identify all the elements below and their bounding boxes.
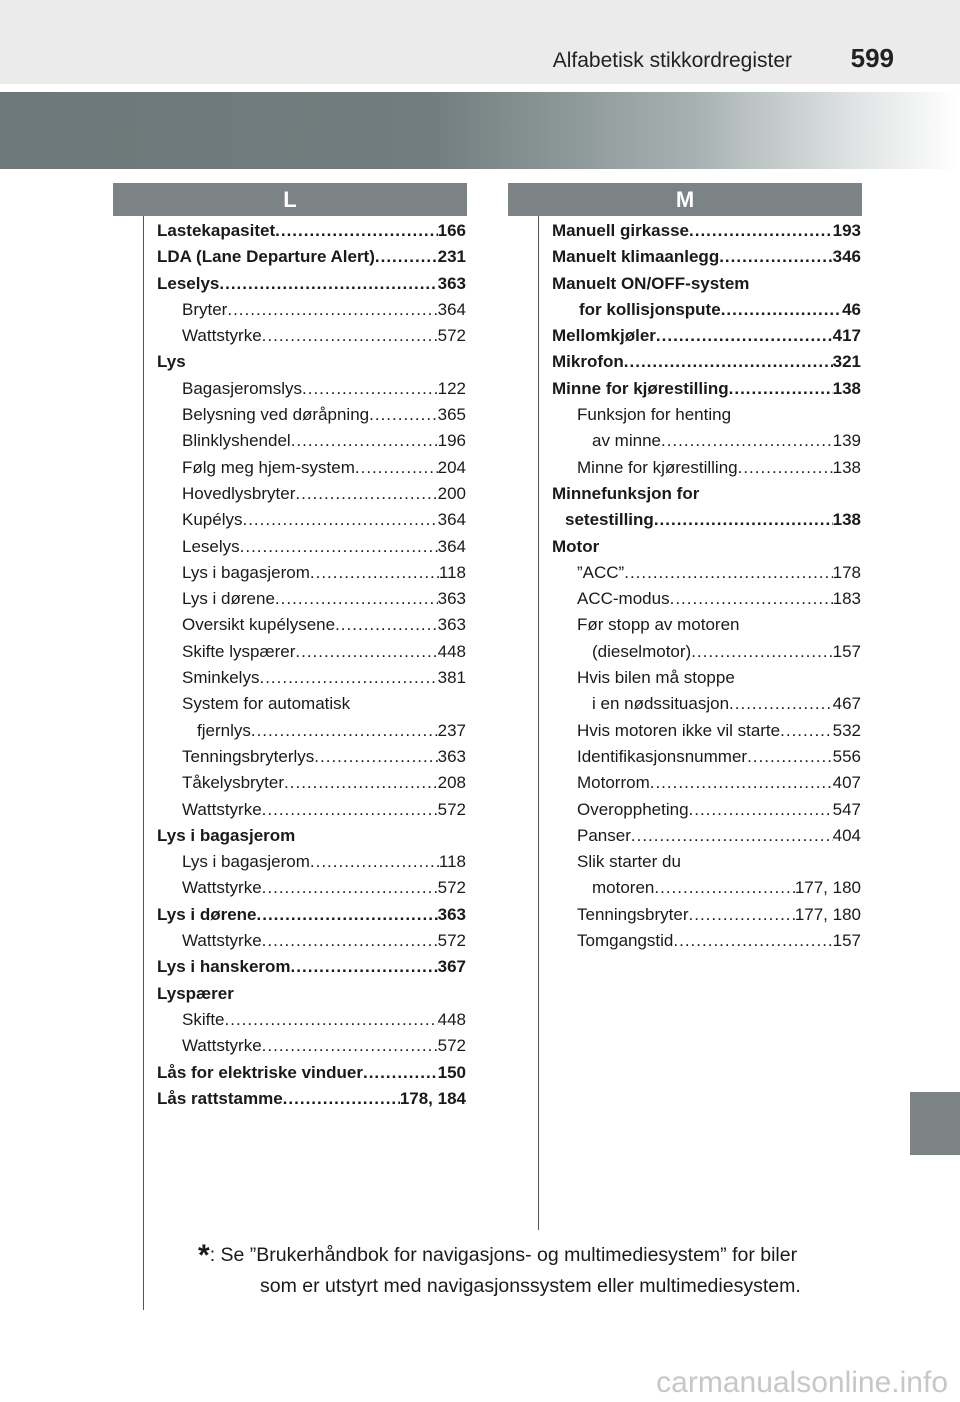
- entry-page-ref: 237: [437, 720, 466, 740]
- entry-page-ref: 572: [437, 878, 466, 898]
- entry-page-ref: 150: [437, 1062, 466, 1082]
- index-column-l: [157, 218, 466, 1112]
- dot-leader: [691, 639, 832, 665]
- entry-label: Panser: [577, 825, 631, 845]
- entry-page-ref: 367: [437, 957, 466, 977]
- index-entry: [552, 402, 861, 428]
- dot-leader: [240, 534, 438, 560]
- dot-leader: [262, 323, 438, 349]
- entry-page-ref: 178: [832, 562, 861, 582]
- dot-leader: [225, 1007, 438, 1033]
- entry-page-ref: 321: [832, 352, 861, 372]
- footnote-line-1: : Se ”Brukerhåndbok for navigasjons- og multimediesystem” for biler: [209, 1244, 798, 1266]
- dot-leader: [363, 1060, 438, 1086]
- index-entry: [157, 428, 466, 454]
- index-entry: [157, 297, 466, 323]
- entry-label: Lys i hanskerom: [157, 957, 291, 977]
- entry-label: Lys i bagasjerom: [182, 562, 310, 582]
- entry-page-ref: 404: [832, 825, 861, 845]
- dot-leader: [747, 744, 833, 770]
- dot-leader: [242, 507, 437, 533]
- index-entry: [552, 560, 861, 586]
- entry-label: Lys i bagasjerom: [182, 852, 310, 872]
- index-entry: [552, 507, 861, 533]
- index-entry: [552, 849, 861, 875]
- entry-page-ref: 572: [437, 1036, 466, 1056]
- index-entry: [157, 823, 466, 849]
- entry-page-ref: 364: [437, 510, 466, 530]
- entry-label: Hvis motoren ikke vil starte: [577, 720, 781, 740]
- index-entry: [552, 455, 861, 481]
- entry-page-ref: 200: [437, 483, 466, 503]
- entry-label: Mikrofon: [552, 352, 624, 372]
- footnote-line-2: som er utstyrt med navigasjonssystem eller multimediesystem.: [260, 1275, 801, 1297]
- index-entry: [157, 218, 466, 244]
- index-entry: [552, 218, 861, 244]
- dot-leader: [262, 875, 438, 901]
- index-entry: [157, 718, 466, 744]
- dot-leader: [310, 560, 439, 586]
- index-entry: [552, 349, 861, 375]
- dot-leader: [275, 586, 438, 612]
- index-entry: [157, 534, 466, 560]
- entry-page-ref: 183: [832, 589, 861, 609]
- entry-label: System for automatisk: [182, 694, 351, 714]
- entry-page-ref: 417: [832, 326, 861, 346]
- dot-leader: [302, 376, 438, 402]
- dot-leader: [227, 297, 437, 323]
- dot-leader: [262, 797, 438, 823]
- entry-label: Oversikt kupélysene: [182, 615, 336, 635]
- index-entry: [552, 323, 861, 349]
- entry-label: Lys: [157, 352, 186, 372]
- decorative-banner: [0, 92, 960, 169]
- index-entry: [552, 744, 861, 770]
- entry-page-ref: 166: [437, 221, 466, 240]
- watermark: carmanualsonline.info: [656, 1366, 948, 1399]
- index-entry: [552, 770, 861, 796]
- entry-label: setestilling: [565, 510, 654, 530]
- dot-leader: [719, 244, 832, 270]
- index-entry: [157, 928, 466, 954]
- dot-leader: [624, 560, 832, 586]
- dot-leader: [219, 271, 437, 297]
- entry-page-ref: 231: [437, 247, 466, 267]
- entry-page-ref: 532: [832, 720, 861, 740]
- index-entry: [552, 665, 861, 691]
- index-entry: [157, 1033, 466, 1059]
- entry-label: Før stopp av motoren: [577, 615, 740, 635]
- dot-leader: [780, 718, 833, 744]
- entry-label: Leselys: [182, 536, 240, 556]
- entry-page-ref: 572: [437, 326, 466, 346]
- entry-page-ref: 138: [832, 510, 861, 530]
- entry-label: Lys i bagasjerom: [157, 825, 296, 845]
- entry-label: Lås rattstamme: [157, 1088, 283, 1108]
- index-entry: [552, 376, 861, 402]
- dot-leader: [738, 455, 833, 481]
- entry-label: Skifte: [182, 1009, 225, 1029]
- index-entry: [552, 718, 861, 744]
- entry-label: Manuelt ON/OFF-system: [552, 273, 750, 293]
- entry-page-ref: 193: [832, 221, 861, 240]
- entry-page-ref: 363: [437, 273, 466, 293]
- entry-page-ref: 139: [832, 431, 861, 451]
- index-entry: [157, 639, 466, 665]
- entry-page-ref: 204: [437, 457, 466, 477]
- entry-page-ref: 177, 180: [794, 904, 861, 924]
- dot-leader: [310, 849, 439, 875]
- entry-label: Motor: [552, 536, 600, 556]
- index-entry: [157, 875, 466, 901]
- dot-leader: [314, 744, 437, 770]
- index-entry: [552, 244, 861, 270]
- dot-leader: [689, 218, 833, 244]
- entry-page-ref: 122: [437, 378, 466, 398]
- index-entry: [157, 244, 466, 270]
- entry-page-ref: 363: [437, 746, 466, 766]
- entry-label: Motorrom: [577, 773, 650, 793]
- page-number: 599: [850, 43, 894, 73]
- index-entry: [157, 981, 466, 1007]
- index-entry: [157, 376, 466, 402]
- entry-page-ref: 448: [437, 641, 466, 661]
- index-entry: [157, 612, 466, 638]
- dot-leader: [262, 928, 438, 954]
- index-entry: [157, 455, 466, 481]
- index-entry: [157, 1060, 466, 1086]
- dot-leader: [624, 349, 833, 375]
- dot-leader: [729, 376, 833, 402]
- entry-label: Tenningsbryterlys: [182, 746, 315, 766]
- entry-page-ref: 118: [438, 562, 466, 582]
- entry-label: Slik starter du: [577, 852, 681, 872]
- entry-label: Bryter: [182, 299, 228, 319]
- entry-page-ref: 556: [832, 746, 861, 766]
- dot-leader: [257, 902, 438, 928]
- index-entry: [552, 586, 861, 612]
- dot-leader: [291, 428, 438, 454]
- entry-label: Tåkelysbryter: [182, 773, 285, 793]
- entry-label: Bagasjeromslys: [182, 378, 302, 398]
- entry-label: Manuell girkasse: [552, 221, 690, 240]
- dot-leader: [295, 481, 437, 507]
- dot-leader: [375, 244, 438, 270]
- entry-label: for kollisjonspute: [579, 299, 721, 319]
- letter-heading-m: M: [508, 183, 862, 216]
- index-entry: [552, 928, 861, 954]
- index-entry: [157, 1007, 466, 1033]
- entry-label: Lastekapasitet: [157, 221, 276, 240]
- dot-leader: [656, 323, 833, 349]
- entry-label: Følg meg hjem-system: [182, 457, 355, 477]
- dot-leader: [335, 612, 438, 638]
- index-entry: [157, 1086, 466, 1112]
- entry-label: Hvis bilen må stoppe: [577, 668, 735, 688]
- column-divider-right: [538, 216, 539, 1230]
- footnote: [198, 1240, 863, 1302]
- dot-leader: [283, 1086, 400, 1112]
- entry-page-ref: 346: [832, 247, 861, 267]
- entry-page-ref: 157: [832, 931, 861, 951]
- footnote-marker: *: [198, 1239, 210, 1272]
- entry-label: Lys i dørene: [157, 904, 257, 924]
- entry-page-ref: 547: [832, 799, 861, 819]
- entry-page-ref: 363: [437, 615, 466, 635]
- entry-page-ref: 138: [832, 378, 861, 398]
- index-entry: [552, 481, 861, 507]
- entry-page-ref: 364: [437, 536, 466, 556]
- index-entry: [157, 402, 466, 428]
- index-entry: [157, 797, 466, 823]
- index-entry: [157, 349, 466, 375]
- entry-page-ref: 407: [832, 773, 861, 793]
- letter-heading-l: L: [113, 183, 467, 216]
- entry-page-ref: 118: [438, 852, 466, 872]
- dot-leader: [654, 507, 833, 533]
- entry-label: i en nødssituasjon: [592, 694, 730, 714]
- entry-label: Lås for elektriske vinduer: [157, 1062, 363, 1082]
- entry-label: ACC-modus: [577, 589, 670, 609]
- entry-label: (dieselmotor): [592, 641, 692, 661]
- entry-label: Leselys: [157, 273, 220, 293]
- dot-leader: [251, 718, 438, 744]
- entry-page-ref: 46: [842, 299, 861, 319]
- entry-label: Wattstyrke: [182, 878, 262, 898]
- index-entry: [552, 875, 861, 901]
- dot-leader: [689, 797, 833, 823]
- index-entry: [157, 744, 466, 770]
- entry-page-ref: 196: [437, 431, 466, 451]
- entry-page-ref: 138: [832, 457, 861, 477]
- dot-leader: [355, 455, 438, 481]
- entry-label: Hovedlysbryter: [182, 483, 296, 503]
- index-entry: [157, 770, 466, 796]
- dot-leader: [295, 639, 437, 665]
- index-entry: [157, 665, 466, 691]
- entry-page-ref: 381: [437, 668, 466, 688]
- dot-leader: [291, 954, 438, 980]
- index-entry: [157, 323, 466, 349]
- index-entry: [552, 823, 861, 849]
- index-column-m: [552, 218, 861, 954]
- index-entry: [157, 481, 466, 507]
- index-entry: [157, 586, 466, 612]
- index-entry: [552, 428, 861, 454]
- index-entry: [157, 902, 466, 928]
- column-divider-left: [143, 216, 144, 1310]
- entry-page-ref: 448: [437, 1009, 466, 1029]
- entry-label: av minne: [592, 431, 661, 451]
- entry-page-ref: 572: [437, 799, 466, 819]
- dot-leader: [729, 691, 833, 717]
- dot-leader: [262, 1033, 438, 1059]
- dot-leader: [689, 902, 795, 928]
- dot-leader: [275, 218, 438, 244]
- entry-page-ref: 363: [437, 589, 466, 609]
- entry-page-ref: 178, 184: [399, 1088, 466, 1108]
- index-entry: [157, 691, 466, 717]
- entry-page-ref: 157: [832, 641, 861, 661]
- dot-leader: [721, 297, 842, 323]
- dot-leader: [661, 428, 833, 454]
- index-entry: [157, 849, 466, 875]
- dot-leader: [284, 770, 438, 796]
- entry-label: Kupélys: [182, 510, 243, 530]
- dot-leader: [631, 823, 833, 849]
- dot-leader: [650, 770, 833, 796]
- entry-label: Wattstyrke: [182, 799, 262, 819]
- index-entry: [552, 271, 861, 297]
- entry-label: ”ACC”: [577, 562, 625, 582]
- entry-label: Lyspærer: [157, 983, 234, 1003]
- entry-label: Lys i dørene: [182, 589, 275, 609]
- entry-label: Wattstyrke: [182, 326, 262, 346]
- entry-label: Tomgangstid: [577, 931, 674, 951]
- entry-page-ref: 208: [437, 773, 466, 793]
- index-entry: [552, 639, 861, 665]
- chapter-side-tab: [910, 1092, 960, 1155]
- entry-label: Overoppheting: [577, 799, 689, 819]
- entry-label: Belysning ved døråpning: [182, 405, 370, 425]
- entry-page-ref: 572: [437, 931, 466, 951]
- entry-label: LDA (Lane Departure Alert): [157, 247, 375, 267]
- entry-page-ref: 364: [437, 299, 466, 319]
- header-strip: [0, 0, 960, 84]
- entry-label: Minne for kjørestilling: [552, 378, 729, 398]
- entry-label: Skifte lyspærer: [182, 641, 296, 661]
- entry-label: Wattstyrke: [182, 1036, 262, 1056]
- index-entry: [552, 797, 861, 823]
- dot-leader: [670, 586, 833, 612]
- section-title: Alfabetisk stikkordregister: [552, 49, 792, 72]
- entry-page-ref: 363: [437, 904, 466, 924]
- entry-page-ref: 365: [437, 405, 466, 425]
- index-entry: [157, 560, 466, 586]
- dot-leader: [259, 665, 437, 691]
- entry-label: motoren: [592, 878, 655, 898]
- entry-label: Minnefunksjon for: [552, 483, 700, 503]
- dot-leader: [654, 875, 794, 901]
- dot-leader: [369, 402, 438, 428]
- index-entry: [157, 507, 466, 533]
- index-entry: [552, 534, 861, 560]
- entry-page-ref: 177, 180: [794, 878, 861, 898]
- index-entry: [552, 297, 861, 323]
- entry-label: Sminkelys: [182, 668, 260, 688]
- index-entry: [157, 954, 466, 980]
- entry-label: fjernlys: [197, 720, 251, 740]
- entry-label: Minne for kjørestilling: [577, 457, 738, 477]
- entry-label: Identifikasjonsnummer: [577, 746, 748, 766]
- index-entry: [157, 271, 466, 297]
- index-entry: [552, 612, 861, 638]
- entry-label: Wattstyrke: [182, 931, 262, 951]
- entry-page-ref: 467: [832, 694, 861, 714]
- index-entry: [552, 902, 861, 928]
- entry-label: Mellomkjøler: [552, 326, 656, 346]
- entry-label: Manuelt klimaanlegg: [552, 247, 720, 267]
- entry-label: Blinklyshendel: [182, 431, 291, 451]
- dot-leader: [673, 928, 832, 954]
- entry-label: Funksjon for henting: [577, 405, 732, 425]
- index-entry: [552, 691, 861, 717]
- entry-label: Tenningsbryter: [577, 904, 689, 924]
